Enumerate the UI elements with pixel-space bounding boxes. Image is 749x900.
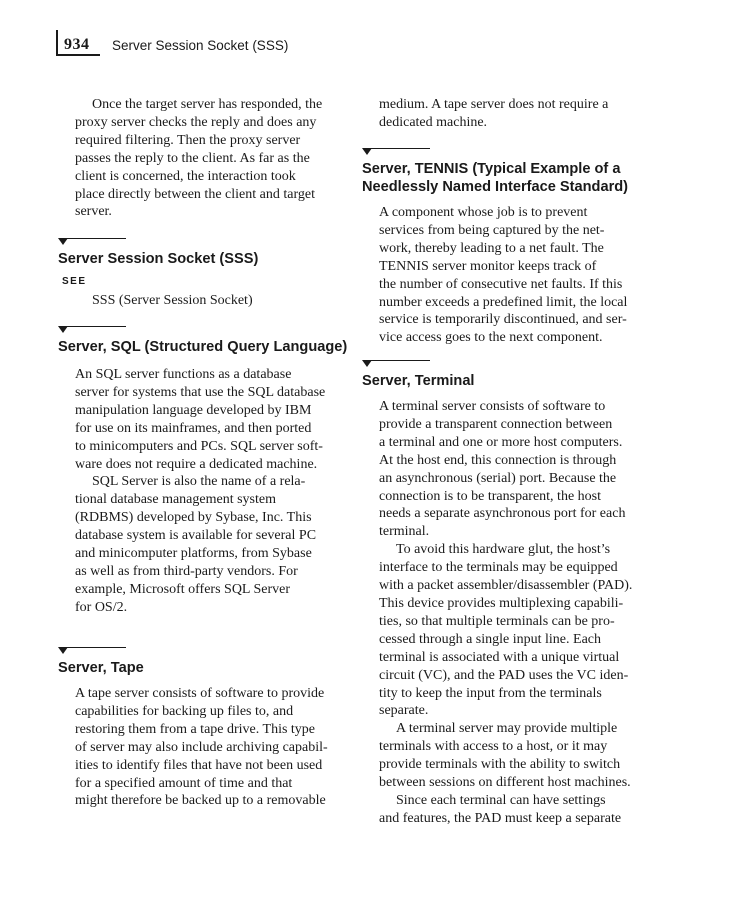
tape-continuation bbox=[362, 96, 652, 132]
text-line: to minicomputers and PCs. SQL server soft- bbox=[75, 438, 323, 454]
heading-line: Language) bbox=[273, 339, 348, 355]
entry-body bbox=[58, 685, 348, 810]
text-line: An SQL server functions as a database bbox=[75, 367, 292, 382]
entry-body bbox=[362, 204, 652, 347]
text-line: client is concerned, the interaction took bbox=[75, 168, 296, 184]
continued-paragraph bbox=[362, 96, 652, 132]
text-line: terminal is associated with a unique virtual bbox=[379, 649, 620, 665]
text-line: an asynchronous (serial) port. Because the bbox=[379, 470, 617, 486]
text-line: ities to identify files that have not been used bbox=[75, 757, 323, 773]
entry-heading: Server, Tape bbox=[58, 660, 144, 676]
text-line: (RDBMS) developed by Sybase, Inc. This bbox=[75, 510, 312, 526]
entry-heading: Server, Terminal bbox=[362, 373, 475, 389]
text-line: database system is available for several PC bbox=[75, 528, 317, 544]
entry-server-session-socket bbox=[58, 238, 348, 310]
entry-heading bbox=[58, 338, 348, 356]
text-line: passes the reply to the client. As far as the bbox=[75, 150, 310, 166]
text-line: server for systems that use the SQL database bbox=[75, 384, 326, 400]
see-reference[interactable]: SSS (Server Session Socket) bbox=[92, 293, 253, 308]
text-line: manipulation language developed by IBM bbox=[75, 402, 312, 418]
text-line: connection is to be transparent, the host bbox=[379, 488, 601, 504]
text-line: tity to keep the input from the terminals bbox=[379, 685, 602, 701]
text-line: SQL Server is also the name of a rela- bbox=[92, 474, 306, 490]
text-line: of server may also include archiving capabil- bbox=[75, 739, 328, 755]
running-title: Server Session Socket (SSS) bbox=[112, 38, 289, 53]
text-line: place directly between the client and target bbox=[75, 186, 315, 202]
entry-heading bbox=[362, 160, 652, 196]
text-line: provide terminals with the ability to switch bbox=[379, 757, 621, 773]
text-line: capabilities for backing up files to, and bbox=[75, 703, 294, 719]
text-line: terminals with access to a host, or it may bbox=[379, 739, 608, 755]
entry-body bbox=[362, 398, 652, 828]
text-line: proxy server checks the reply and does any bbox=[75, 114, 317, 130]
entry-marker bbox=[362, 360, 652, 370]
text-line: medium. A tape server does not require a bbox=[379, 97, 609, 112]
entry-marker bbox=[58, 238, 348, 248]
text-line: A component whose job is to prevent bbox=[379, 205, 588, 220]
text-line: for a specified amount of time and that bbox=[75, 775, 293, 791]
text-line: A terminal server may provide multiple bbox=[396, 721, 618, 737]
text-line: example, Microsoft offers SQL Server bbox=[75, 581, 290, 597]
see-label: SEE bbox=[62, 276, 87, 287]
text-line: Once the target server has responded, the bbox=[92, 97, 323, 112]
text-line: service is temporarily discontinued, and ser- bbox=[379, 312, 627, 328]
entry-server-tennis bbox=[362, 148, 652, 347]
text-line: This device provides multiplexing capabili- bbox=[379, 595, 624, 611]
text-line: TENNIS server monitor keeps track of bbox=[379, 258, 597, 274]
triangle-icon bbox=[362, 148, 372, 155]
triangle-icon bbox=[58, 647, 68, 654]
text-line: Since each terminal can have settings bbox=[396, 792, 606, 808]
text-line: for OS/2. bbox=[75, 599, 128, 615]
left-column bbox=[58, 96, 348, 221]
entry-marker bbox=[58, 647, 348, 657]
text-line: restoring them from a tape drive. This type bbox=[75, 721, 316, 737]
entry-server-tape bbox=[58, 647, 348, 810]
triangle-icon bbox=[362, 360, 372, 367]
entry-server-terminal bbox=[362, 360, 652, 828]
entry-heading: Server Session Socket (SSS) bbox=[58, 251, 259, 267]
text-line: might therefore be backed up to a removable bbox=[75, 793, 326, 809]
text-line: terminal. bbox=[379, 524, 430, 540]
text-line: To avoid this hardware glut, the host’s bbox=[396, 542, 611, 558]
entry-server-sql bbox=[58, 326, 348, 617]
text-line: for use on its mainframes, and then ported bbox=[75, 420, 312, 436]
page-number: 934 bbox=[64, 36, 90, 53]
text-line: tional database management system bbox=[75, 492, 276, 508]
text-line: separate. bbox=[379, 703, 429, 719]
text-line: server. bbox=[75, 204, 112, 220]
heading-line: Needlessly Named Interface Standard) bbox=[362, 179, 629, 195]
text-line: circuit (VC), and the PAD uses the VC iden- bbox=[379, 667, 629, 683]
text-line: interface to the terminals may be equipped bbox=[379, 560, 618, 576]
text-line: work, thereby leading to a net fault. The bbox=[379, 240, 604, 256]
text-line: the number of consecutive net faults. If this bbox=[379, 276, 623, 292]
text-line: ties, so that multiple terminals can be pro- bbox=[379, 613, 615, 629]
text-line: and features, the PAD must keep a separate bbox=[379, 810, 622, 826]
text-line: between sessions on different host machines. bbox=[379, 775, 631, 791]
text-line: number exceeds a predefined limit, the local bbox=[379, 294, 628, 310]
text-line: services from being captured by the net- bbox=[379, 222, 605, 238]
text-line: cessed through a single input line. Each bbox=[379, 631, 601, 647]
text-line: ware does not require a dedicated machine. bbox=[75, 456, 318, 472]
text-line: provide a transparent connection between bbox=[379, 416, 613, 432]
heading-line: Server, TENNIS (Typical Example of a bbox=[362, 161, 621, 177]
entry-body bbox=[58, 366, 348, 617]
text-line: as well as from third-party vendors. For bbox=[75, 563, 298, 579]
text-line: vice access goes to the next component. bbox=[379, 330, 603, 346]
entry-marker bbox=[58, 326, 348, 336]
text-line: needs a separate asynchronous port for each bbox=[379, 506, 626, 522]
text-line: dedicated machine. bbox=[379, 114, 488, 130]
text-line: a terminal and one or more host computers. bbox=[379, 434, 623, 450]
entry-marker bbox=[362, 148, 652, 158]
triangle-icon bbox=[58, 238, 68, 245]
header-rule-horizontal bbox=[56, 54, 100, 56]
text-line: A terminal server consists of software to bbox=[379, 399, 606, 414]
triangle-icon bbox=[58, 326, 68, 333]
text-line: and minicomputer platforms, from Sybase bbox=[75, 546, 312, 562]
intro-paragraph bbox=[58, 96, 348, 221]
header-rule-vertical bbox=[56, 30, 58, 56]
text-line: At the host end, this connection is through bbox=[379, 452, 617, 468]
text-line: required filtering. Then the proxy server bbox=[75, 132, 301, 148]
text-line: with a packet assembler/disassembler (PAD). bbox=[379, 578, 633, 594]
heading-line: Server, SQL (Structured Query bbox=[58, 339, 270, 355]
text-line: A tape server consists of software to provide bbox=[75, 686, 325, 701]
